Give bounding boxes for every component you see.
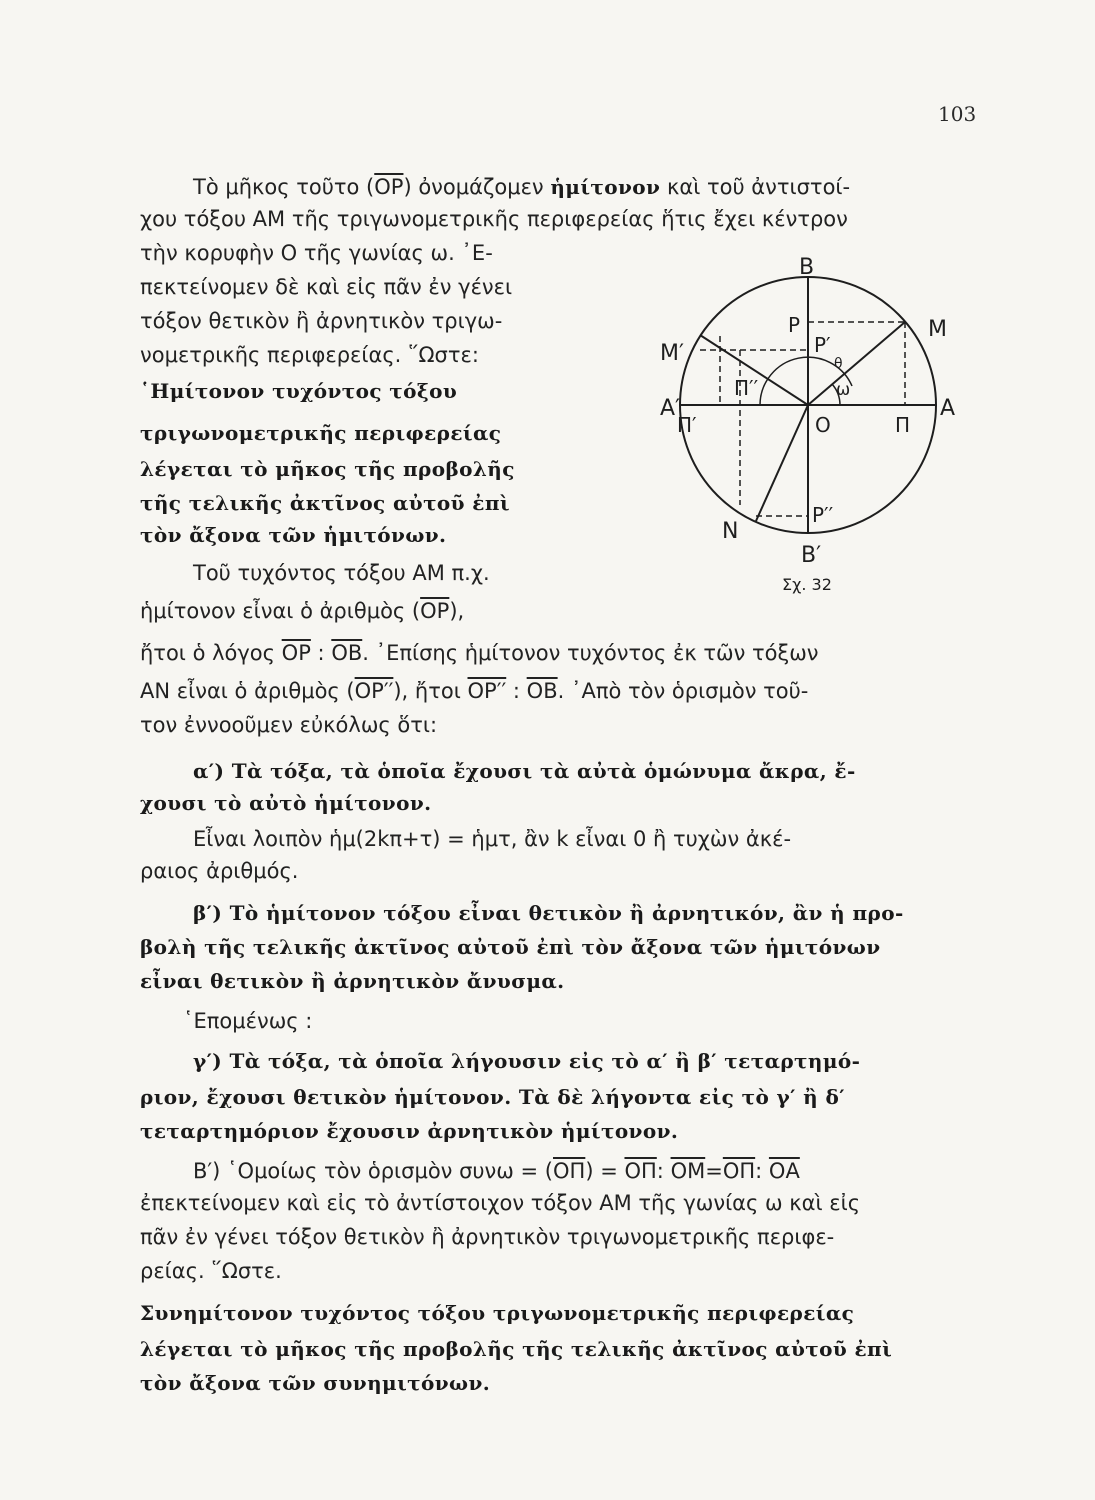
consequently-line: ῾Επομένως : bbox=[183, 1009, 313, 1033]
definition-cosine-line1: Συνημίτονον τυχόντος τόξου τριγωνομετρικῆς περιφερείας bbox=[140, 1301, 855, 1325]
label-a-prime: A′ bbox=[660, 396, 681, 421]
radius-on bbox=[756, 405, 808, 521]
figure-caption: Σχ. 32 bbox=[782, 575, 832, 594]
segment-o-pi: $\overline{O\Pi}$ bbox=[553, 1159, 586, 1183]
para-cos-text: ) = bbox=[585, 1159, 625, 1183]
label-n: N bbox=[722, 519, 739, 544]
label-omega: ω bbox=[836, 380, 851, 400]
para-cos-text: = bbox=[705, 1159, 723, 1183]
para1-line2: χου τόξου ΑΜ τῆς τριγωνομετρικῆς περιφερείας ἥτις ἔχει κέντρον bbox=[140, 207, 848, 231]
para2-text: : bbox=[506, 679, 527, 703]
definition-sine-line2: τριγωνομετρικῆς περιφερείας bbox=[140, 421, 502, 445]
segment-op: $\overline{OP}$ bbox=[420, 599, 450, 623]
para1-line4: πεκτείνομεν δὲ καὶ εἰς πᾶν ἐν γένει bbox=[140, 275, 513, 299]
para1-line6: νομετρικῆς περιφερείας. ῞Ωστε: bbox=[140, 343, 479, 367]
segment-ob: $\overline{OB}$ bbox=[526, 679, 558, 703]
definition-sine-line5: τὸν ἄξονα τῶν ἡμιτόνων. bbox=[140, 523, 447, 547]
segment-ob: $\overline{OB}$ bbox=[331, 641, 363, 665]
para-cos-line1 bbox=[193, 1156, 800, 1186]
para2-text: ), bbox=[449, 599, 465, 623]
label-m: M bbox=[928, 317, 947, 342]
rule-b-line2: βολὴ τῆς τελικῆς ἀκτῖνος αὐτοῦ ἐπὶ τὸν ἄξονα τῶν ἡμιτόνων bbox=[140, 935, 881, 959]
rule-c-line2: ριον, ἔχουσι θετικὸν ἡμίτονον. Τὰ δὲ λήγοντα εἰς τὸ γ′ ἢ δ′ bbox=[140, 1085, 845, 1109]
label-pi: Π bbox=[895, 413, 911, 437]
para-cos-text: : bbox=[755, 1159, 769, 1183]
rule-c-line1: γ′) Τὰ τόξα, τὰ ὁποῖα λήγουσιν εἰς τὸ α′ ἢ β′ τεταρτημό- bbox=[193, 1049, 861, 1073]
segment-oa: $\overline{OA}$ bbox=[768, 1159, 800, 1183]
label-theta: θ bbox=[834, 356, 843, 372]
para-cos-line2: ἐπεκτείνομεν καὶ εἰς τὸ ἀντίστοιχον τόξον ΑΜ τῆς γωνίας ω καὶ εἰς bbox=[140, 1191, 861, 1215]
para3-line2: ραιος ἀριθμός. bbox=[140, 859, 299, 883]
para-cos-text: : bbox=[656, 1159, 671, 1183]
rule-b-line3: εἶναι θετικὸν ἢ ἀρνητικὸν ἄνυσμα. bbox=[140, 969, 565, 993]
para-cos-line4: ρείας. ῞Ωστε. bbox=[140, 1259, 282, 1283]
label-p-dprime: P′′ bbox=[812, 503, 834, 527]
para2-text: . ᾿Απὸ τὸν ὁρισμὸν τοῦ- bbox=[557, 679, 809, 703]
para1-text: Τὸ μῆκος τοῦτο ( bbox=[193, 175, 375, 199]
para3-line1: Εἶναι λοιπὸν ἡμ(2kπ+τ) = ἡμτ, ἂν k εἶναι 0 ἢ τυχὼν ἀκέ- bbox=[193, 827, 792, 851]
definition-sine-line1: ῾Ημίτονον τυχόντος τόξου bbox=[140, 379, 458, 403]
definition-sine-line3: λέγεται τὸ μῆκος τῆς προβολῆς bbox=[140, 457, 515, 481]
definition-sine-line4: τῆς τελικῆς ἀκτῖνος αὐτοῦ ἐπὶ bbox=[140, 491, 510, 515]
para1-text: καὶ τοῦ ἀντιστοί- bbox=[660, 175, 851, 199]
para1-line3: τὴν κορυφὴν Ο τῆς γωνίας ω. ᾿Ε- bbox=[140, 241, 493, 265]
para2-line1: Τοῦ τυχόντος τόξου ΑΜ π.χ. bbox=[193, 561, 490, 585]
label-p-prime: P′ bbox=[814, 333, 831, 357]
para2-line2 bbox=[140, 596, 464, 626]
page-number: 103 bbox=[938, 102, 977, 126]
label-pi-prime: Π′ bbox=[677, 413, 697, 437]
para2-text: : bbox=[310, 641, 332, 665]
para2-text: ΑΝ εἶναι ὁ ἀριθμὸς ( bbox=[140, 679, 355, 703]
definition-cosine-line2: λέγεται τὸ μῆκος τῆς προβολῆς τῆς τελικῆς ἀκτῖνος αὐτοῦ ἐπὶ bbox=[140, 1337, 893, 1361]
segment-op: $\overline{OP}$ bbox=[281, 641, 311, 665]
para1-line1 bbox=[193, 172, 850, 202]
para2-line4 bbox=[140, 676, 808, 706]
para-cos-line3: πᾶν ἐν γένει τόξον θετικὸν ἢ ἀρνητικὸν τριγωνομετρικῆς περιφε- bbox=[140, 1225, 835, 1249]
rule-a-line1: α′) Τὰ τόξα, τὰ ὁποῖα ἔχουσι τὰ αὐτὰ ὁμώνυμα ἄκρα, ἔ- bbox=[193, 759, 856, 783]
segment-o-pi: $\overline{O\Pi}$ bbox=[722, 1159, 756, 1183]
segment-o-pi: $\overline{O\Pi}$ bbox=[624, 1159, 657, 1183]
segment-op-dprime: OP′′ bbox=[354, 679, 394, 703]
para2-text: . ᾿Επίσης ἡμίτονον τυχόντος ἐκ τῶν τόξων bbox=[362, 641, 819, 665]
trig-circle-figure bbox=[655, 238, 965, 598]
label-m-prime: M′ bbox=[660, 341, 684, 366]
segment-op: $\overline{OP}$ bbox=[374, 175, 404, 199]
segment-op-dprime: OP′′ bbox=[467, 679, 507, 703]
label-b: B bbox=[799, 255, 815, 280]
para1-line5: τόξον θετικὸν ἢ ἀρνητικὸν τριγω- bbox=[140, 309, 503, 333]
rule-b-line1: β′) Τὸ ἡμίτονον τόξου εἶναι θετικὸν ἢ ἀρνητικόν, ἂν ἡ προ- bbox=[193, 901, 904, 925]
label-b-prime: B′ bbox=[801, 543, 822, 568]
term-sine: ἡμίτονον bbox=[550, 175, 661, 199]
definition-cosine-line3: τὸν ἄξονα τῶν συνημιτόνων. bbox=[140, 1371, 491, 1395]
rule-a-line2: χουσι τὸ αὐτὸ ἡμίτονον. bbox=[140, 791, 432, 815]
para2-line3 bbox=[140, 638, 819, 668]
label-a: A bbox=[940, 396, 956, 421]
segment-om: $\overline{OM}$ bbox=[670, 1159, 706, 1183]
para2-text: ἤτοι ὁ λόγος bbox=[140, 641, 282, 665]
label-pi-dprime: Π′′ bbox=[734, 376, 759, 400]
para2-line5: τον ἐννοοῦμεν εὐκόλως ὅτι: bbox=[140, 713, 438, 737]
para-cos-text: Β′) ῾Ομοίως τὸν ὁρισμὸν συνω = ( bbox=[193, 1159, 553, 1183]
para1-text: ) ὀνομάζομεν bbox=[403, 175, 551, 199]
rule-c-line3: τεταρτημόριον ἔχουσιν ἀρνητικὸν ἡμίτονον. bbox=[140, 1119, 679, 1143]
label-o: O bbox=[815, 413, 831, 437]
para2-text: ), ἤτοι bbox=[393, 679, 468, 703]
label-p: P bbox=[788, 313, 801, 337]
para2-text: ἡμίτονον εἶναι ὁ ἀριθμὸς ( bbox=[140, 599, 421, 623]
